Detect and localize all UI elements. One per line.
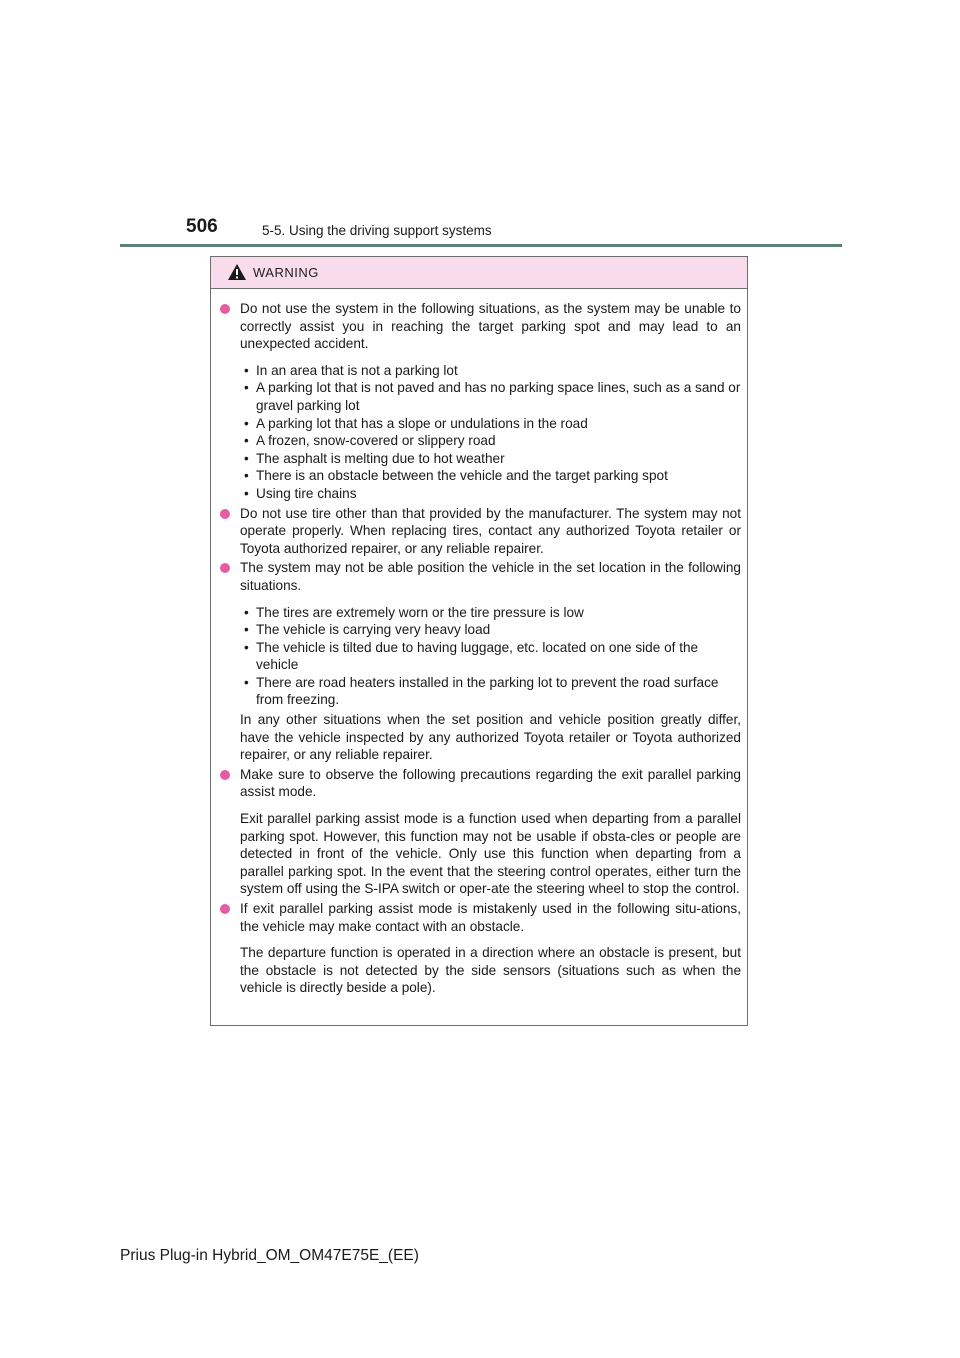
warning-entry-text: Do not use the system in the following situations, as the system may be unable to correctly assist you in reaching the target parking spot and may lead to an unexpected accident.	[240, 301, 741, 352]
section-title: 5-5. Using the driving support systems	[262, 223, 492, 238]
sub-list-item: • A frozen, snow-covered or slippery road	[240, 432, 741, 450]
sub-list-item: • In an area that is not a parking lot	[240, 362, 741, 380]
warning-entry-text: If exit parallel parking assist mode is mistakenly used in the following situ-ations, the vehicle may make contact with an obstacle.	[240, 901, 741, 934]
detail-text: Exit parallel parking assist mode is a function used when departing from a parallel parking spot. However, this function may not be usable if obsta-cles or people are detected in front of the vehicle. Only use this function when departing from a parallel parking spot. In the event that the steering control operates, either turn the system off using the S-IPA switch or oper-ate the steering wheel to stop the control.	[240, 811, 741, 897]
sub-list-item: • There are road heaters installed in the parking lot to prevent the road surface from freezing.	[240, 674, 741, 709]
sub-list	[240, 362, 741, 503]
warning-header	[211, 257, 747, 289]
warning-entry-text: The system may not be able position the vehicle in the set location in the following situations.	[240, 560, 741, 593]
sub-list-item: • The asphalt is melting due to hot weather	[240, 450, 741, 468]
sub-list-item: • The vehicle is tilted due to having luggage, etc. located on one side of the vehicle	[240, 639, 741, 674]
warning-entry	[220, 505, 741, 558]
warning-entry	[220, 300, 741, 503]
header-rule	[120, 244, 842, 247]
sub-list-item: • The tires are extremely worn or the tire pressure is low	[240, 604, 741, 622]
sub-list-item: • The vehicle is carrying very heavy load	[240, 621, 741, 639]
sub-list-item: • There is an obstacle between the vehicle and the target parking spot	[240, 467, 741, 485]
warning-content	[211, 289, 747, 997]
bullet-dot-icon	[220, 304, 230, 314]
footer-doc-id: Prius Plug-in Hybrid_OM_OM47E75E_(EE)	[120, 1247, 419, 1264]
warning-box	[210, 256, 748, 1026]
bullet-dot-icon	[220, 904, 230, 914]
sub-list-item: • Using tire chains	[240, 485, 741, 503]
page-number: 506	[186, 216, 218, 237]
warning-entry	[220, 766, 741, 898]
bullet-dot-icon	[220, 770, 230, 780]
sub-list-item: • A parking lot that has a slope or undulations in the road	[240, 415, 741, 433]
sub-list-item: • A parking lot that is not paved and has no parking space lines, such as a sand or gravel parking lot	[240, 379, 741, 414]
warning-entry	[220, 559, 741, 764]
detail-text: The departure function is operated in a direction where an obstacle is present, but the obstacle is not detected by the side sensors (situations such as when the vehicle is directly beside a pole).	[240, 945, 741, 996]
warning-triangle-icon	[227, 263, 247, 281]
warning-label: WARNING	[253, 265, 319, 280]
bullet-dot-icon	[220, 509, 230, 519]
warning-entry-text: Make sure to observe the following precautions regarding the exit parallel parking assist mode.	[240, 766, 741, 800]
bullet-dot-icon	[220, 563, 230, 573]
warning-entry	[220, 900, 741, 997]
warning-entry-text: Do not use tire other than that provided by the manufacturer. The system may not operate properly. When replacing tires, contact any authorized Toyota retailer or Toyota authorized repairer, or any reliable repairer.	[240, 505, 741, 556]
sub-list	[240, 604, 741, 710]
follow-up-text: In any other situations when the set position and vehicle position greatly differ, have the vehicle inspected by any authorized Toyota retailer or Toyota authorized repairer, or any reliable repairer.	[240, 712, 741, 763]
